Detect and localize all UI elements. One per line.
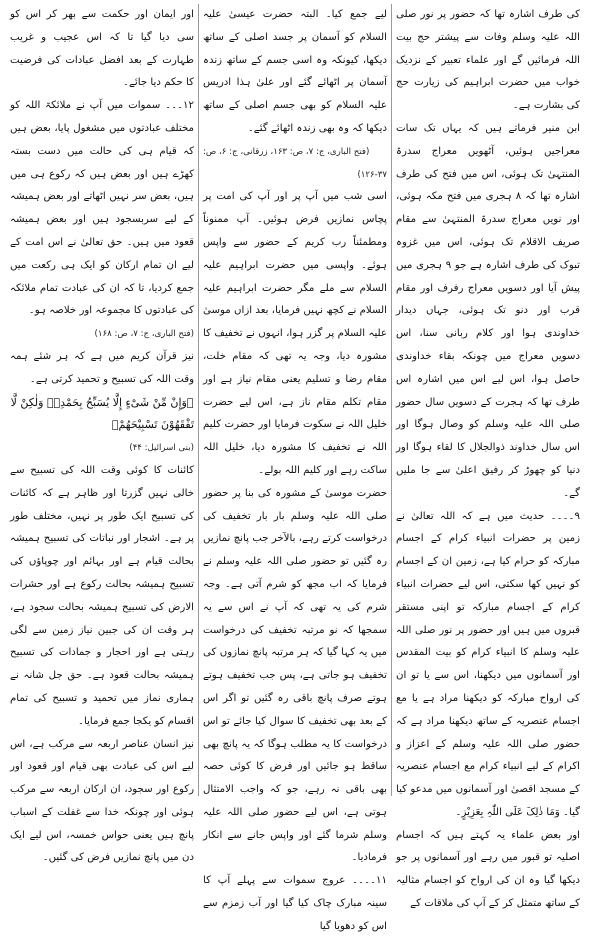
paragraph: ۱۲۔۔۔ سموات میں آپ نے ملائکۃ اللہ کو مختلف عبادتوں میں مشغول پایا، بعض ہیں کہ قیام ہی کی حالت میں دست بستہ کھڑے ہیں اور بعض ہیں کہ رکوع ہی میں ہیں، بعض سر نہیں اٹھاتے اور بعض ہمیشہ کے لیے سربسجود ہیں اور بعض ہمیشہ قعود میں ہیں۔ حق تعالیٰ نے اس امت کے لیے ان تمام ارکان کو ایک ہی رکعت میں جمع کردیا، تا کہ ان کی عبادت تمام ملائکہ کی عبادتوں کا مجموعہ اور خلاصہ ہو۔: [10, 100, 194, 317]
paragraph: حضرت موسیٰ کے مشورہ کی بنا پر حضور صلی اللہ علیہ وسلم بار بار تخفیف کی درخواست کرتے رہے، بالآخر جب پانچ نمازیں رہ گئیں تو حضور صلی اللہ علیہ وسلم نے فرمایا کہ اب مجھ کو شرم آتی ہے۔ وجہ شرم کی یہ تھی کہ آپ نے اس سے یہ سمجھا کہ نو مرتبہ تخفیف کی درخواست میں یہ کہا گیا کہ ہر مرتبہ پانچ نمازوں کی تخفیف ہو جاتی ہے، پس جب تخفیف ہوتے ہوتے صرف پانچ باقی رہ گئیں تو اگر اس کے بعد بھی تخفیف کا سوال کیا جائے تو اس درخواست کا یہ مطلب ہوگا کہ یہ پانچ بھی ساقط ہو جائیں اور فرض کا کوئی حصہ بھی باقی نہ رہے، جو کہ واجب الامتثال ہوتی ہے، اس لیے حضور صلی اللہ علیہ وسلم شرما گئے اور واپس جانے سے انکار فرمادیا۔: [203, 487, 387, 864]
text-column-right: [392, 4, 584, 910]
paragraph: اور ایمان اور حکمت سے بھر کر اس کو سی دیا گیا تا کہ اس عجیب و غریب طہارت کے بعد افضل عبادات کی فرضیت کا حکم دیا جائے۔: [10, 9, 194, 89]
paragraph: ابن منیر فرماتے ہیں کہ یہاں تک سات معراجیں ہوئیں، آٹھویں معراج سدرۃ المنتہیٰ تک ہوئی، اس میں فتح کی طرف اشارہ تھا کہ ۸ ہجری میں فتح مکہ ہوئی، اور نویں معراج سدرۃ المنتہیٰ سے مقام صریف الاقلام تک ہوئی، اس میں غزوہ تبوک کی طرف اشارہ ہے جو ۹ ہجری میں پیش آیا اور دسویں معراج رفرف اور مقام قرب اور دنو تک ہوئی، جہاں دیدار خداوندی ہوا اور کلام ربانی سنا، اس دسویں معراج میں چونکہ بقاء خداوندی حاصل ہوا، اس لیے اس میں اشارہ اس طرف تھا کہ ہجرت کے دسویں سال حضور صلی اللہ علیہ وسلم کو وصال ہوگا اور اس سال خداوند ذوالجلال کا لقاء ہوگا اور دنیا کو چھوڑ کر رفیق اعلیٰ سے جا ملیں گے۔: [396, 122, 581, 499]
paragraph: کی طرف اشارہ تھا کہ حضور پر نور صلی اللہ علیہ وسلم وفات سے پیشتر حج بیت اللہ فرمائیں گے اور علماء تعبیر کے نزدیک خواب میں حضرت ابراہیم کی زیارت حج کی بشارت ہے۔: [396, 9, 580, 112]
paragraph: نیز قرآن کریم میں ہے کہ ہر شئے ہمہ وقت اللہ کی تسبیح و تحمید کرتی ہے۔: [10, 350, 194, 385]
paragraph: ۱۱۔۔۔۔ عروج سموات سے پہلے آپ کا سینہ مبارک چاک کیا گیا اور آب زمزم سے اس کو دھویا گیا: [203, 875, 387, 932]
citation: (فتح الباری، ج: ۷، ص: ۱۶۸): [94, 329, 194, 340]
quran-verse: ﴿وَإِنْ مِّنْ شَیْءٍ إِلَّا یُسَبِّحُ بِحَمْدِهٖ وَلٰكِنْ لَّا تَفْقَهُوْنَ تَسْبِیْحَهُمْ﴾: [10, 395, 194, 432]
text-column-left: [6, 4, 198, 864]
paragraph: نیز انسان عناصر اربعہ سے مرکب ہے، اس لیے اس کی عبادت بھی قیام اور قعود اور رکوع اور سجود، ان ارکان اربعہ سے مرکب ہوئی اور چونکہ خدا سے غفلت کے اسباب پانچ ہیں یعنی حواس خمسہ، اس لیے ایک دن میں پانچ نمازیں فرض کی گئیں۔: [10, 738, 194, 864]
citation: (فتح الباری، ج: ۷، ص: ۱۶۳، زرقانی، ج: ۶، ص: ۳۷-۱۲۶): [203, 146, 387, 180]
citation: (بنی اسرائیل: ۴۴): [129, 443, 194, 454]
paragraph: لیے جمع کیا۔ البتہ حضرت عیسیٰ علیہ السلام کو آسمان پر جسد اصلی کے ساتھ دیکھا، کیونکہ وہ اسی جسم کے ساتھ زندہ آسمان پر اٹھائے گئے اور علیٰ ہذا ادریس علیہ السلام کو بھی جسم اصلی کے ساتھ دیکھا کہ وہ بھی زندہ اٹھائے گئے۔: [203, 9, 387, 134]
text-column-middle: [199, 4, 391, 932]
paragraph: ۹۔۔۔۔ حدیث میں ہے کہ اللہ تعالیٰ نے زمین پر حضرات انبیاء کرام کے اجسام مبارکہ کو حرام کیا ہے، زمین ان کے اجسام کو نہیں کھا سکتی، اس لیے حضرات انبیاء کرام کے اجسام مبارکہ تو اپنی مستقر قبروں میں ہیں اور حضور پر نور صلی اللہ علیہ وسلم کا انبیاء کرام کو بیت المقدس اور آسمانوں میں دیکھنا، اس سے یا تو ان کی ارواح مبارکہ کو دیکھنا مراد ہے یا مع اجسام عنصریہ کے ساتھ دیکھنا مراد ہے کہ حضور صلی اللہ علیہ وسلم کے اعزاز و اکرام کے لیے انبیاء کرام مع اجسام عنصریہ کے مسجد اقصیٰ اور آسمانوں میں مدعو کیا گیا۔ وَمَا ذٰلِکَ عَلَی اللّٰہِ بِعَزِیْزٍ۔: [396, 510, 580, 818]
paragraph: اور بعض علماء یہ کہتے ہیں کہ اجسام اصلیہ تو قبور میں رہے اور آسمانوں پر جو دیکھا گیا وہ ان کی ارواح کو اجسام مثالیہ کے ساتھ متمثل کر کے آپ کی ملاقات کے: [396, 829, 580, 910]
paragraph: کائنات کا کوئی وقت اللہ کی تسبیح سے خالی نہیں گزرتا اور ظاہر ہے کہ کائنات کی تسبیح ایک طور پر نہیں، مختلف طور پر ہے۔ اشجار اور نباتات کی تسبیح ہمیشہ بحالت قیام ہے اور بہائم اور چوپاؤں کی تسبیح ہمیشہ بحالت رکوع ہے اور حشرات الارض کی تسبیح ہمیشہ بحالت سجود ہے، ہر وقت ان کی جبین نیاز زمین سے لگی رہتی ہے اور احجار و جمادات کی تسبیح ہمیشہ بحالت قعود ہے۔ حق جل شانہ نے ہماری نماز میں تحمید و تسبیح کی تمام اقسام کو یکجا جمع فرمایا۔: [10, 464, 194, 727]
column-divider: [198, 4, 199, 796]
paragraph: اسی شب میں آپ پر اور آپ کی امت پر پچاس نمازیں فرض ہوئیں۔ آپ ممنوناً ومطمئناً رب کریم کے حضور سے واپس ہوئے۔ واپسی میں حضرت ابراہیم علیہ السلام سے ملے مگر حضرت ابراہیم علیہ السلام نے کچھ نہیں فرمایا، بعد ازاں موسیٰ علیہ السلام پر گزر ہوا، انہوں نے تخفیف کا مشورہ دیا، وجہ یہ تھی کہ مقام خلت، مقام رضا و تسلیم یعنی مقام نیاز ہے اور مقام تکلم مقام ناز ہے، اس لیے حضرت خلیل اللہ نے سکوت فرمایا اور حضرت کلیم اللہ نے تخفیف کا مشورہ دیا، خلیل اللہ ساکت رہے اور کلیم اللہ بولے۔: [203, 191, 387, 476]
column-divider: [391, 4, 392, 796]
